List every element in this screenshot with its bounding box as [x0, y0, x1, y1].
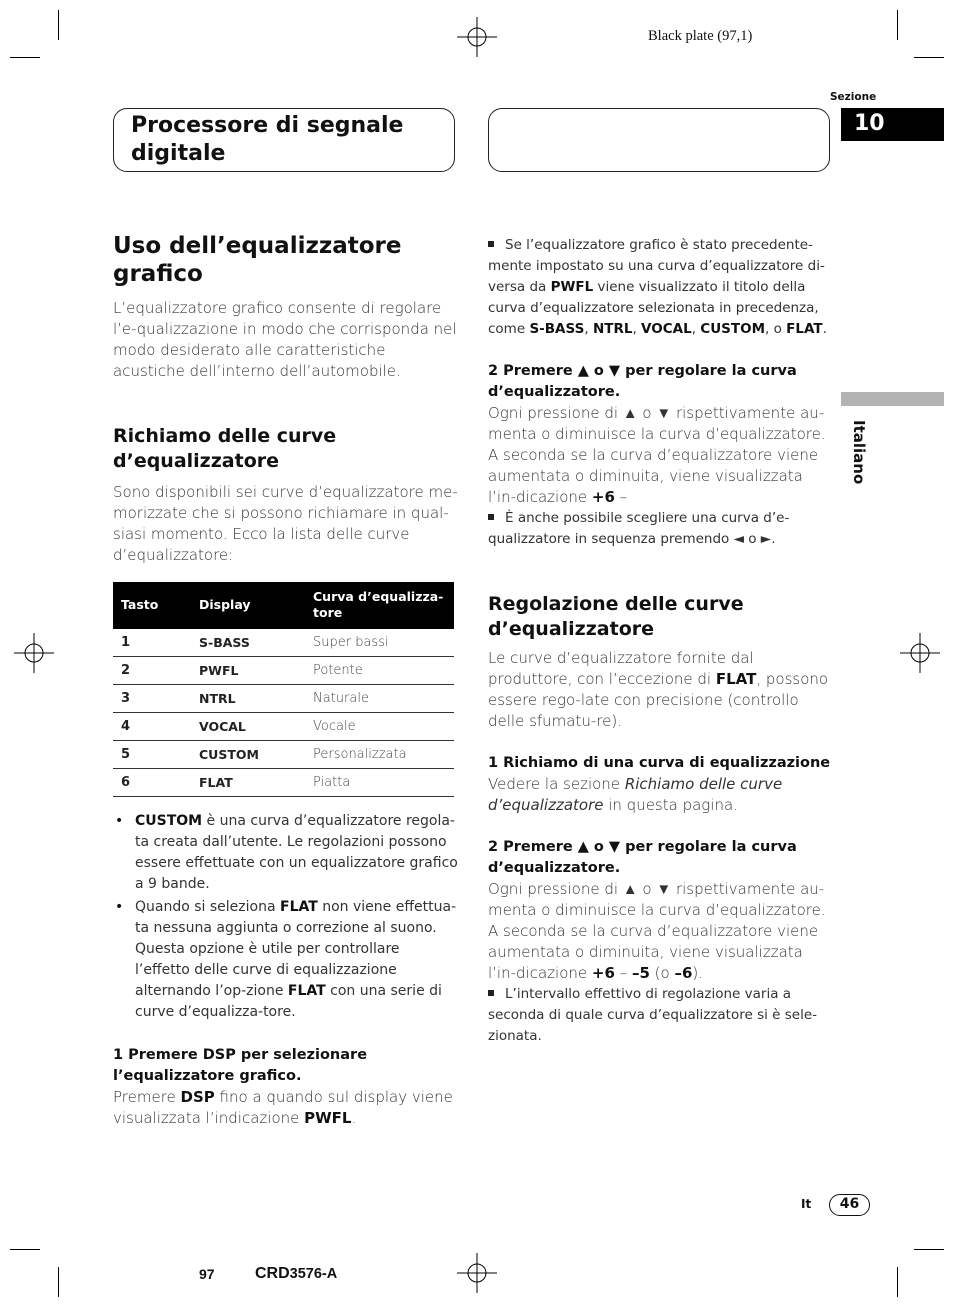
table-row	[113, 712, 454, 740]
square-bullet-icon	[488, 241, 494, 247]
crop-mark	[58, 10, 59, 40]
step1-title: 1 Premere DSP per selezionare l’equalizzatore grafico.	[113, 1046, 368, 1084]
adjust-step2-body: Ogni pressione di ▲ o ▼ rispettivamente au-menta o diminuisce la curva d’equalizzatore. A seconda se la curva d’equalizzatore viene aumentata o diminuita, viene visualizzata l’in-dicazione +6 – –5 (o –6).	[488, 880, 826, 982]
table-row	[113, 628, 454, 656]
table-cell: 5	[113, 740, 199, 768]
table-cell: PWFL	[199, 656, 313, 684]
step2-title: 2 Premere ▲ o ▼ per regolare la curva d’equalizzatore.	[488, 363, 797, 400]
section-number-box	[841, 108, 944, 141]
product-code: CRD3576-A	[255, 1265, 338, 1282]
crop-mark	[897, 1267, 898, 1297]
footer-lang: It	[801, 1197, 812, 1211]
table-row	[113, 740, 454, 768]
eq-curve-table	[113, 582, 454, 797]
crop-mark	[58, 1267, 59, 1297]
main-heading: Uso dell’equalizzatore grafico	[113, 233, 402, 287]
table-header-cell: Tasto	[113, 582, 199, 628]
crop-mark	[914, 1249, 944, 1250]
table-cell: Naturale	[313, 684, 454, 712]
registration-mark-icon	[457, 17, 497, 57]
table-cell: 6	[113, 768, 199, 796]
table-cell: Piatta	[313, 768, 454, 796]
table-cell: Super bassi	[313, 628, 454, 656]
subheading-adjust: Regolazione delle curve d’equalizzatore	[488, 593, 744, 640]
print-header: Black plate (97,1)	[648, 28, 753, 44]
table-cell: FLAT	[199, 768, 313, 796]
registration-mark-icon	[457, 1253, 497, 1293]
right-column	[488, 235, 833, 1047]
table-cell: 4	[113, 712, 199, 740]
step2-body: Ogni pressione di ▲ o ▼ rispettivamente au-menta o diminuisce la curva d’equalizzatore. A seconda se la curva d’equalizzatore viene aumentata o diminuita, viene visualizzata l’in-dicazione +6 –	[488, 404, 826, 506]
crop-mark	[914, 57, 944, 58]
table-cell: 3	[113, 684, 199, 712]
registration-mark-icon	[14, 633, 54, 673]
section-label: Sezione	[830, 91, 877, 103]
table-row	[113, 684, 454, 712]
registration-mark-icon	[900, 633, 940, 673]
adjust-paragraph: Le curve d’equalizzatore fornite dal produttore, con l’eccezione di FLAT, possono essere rego-late con precisione (controllo delle sfumatu-re).	[488, 649, 829, 730]
section-number: 10	[854, 111, 885, 136]
table-cell: Personalizzata	[313, 740, 454, 768]
step1-body: Premere DSP fino a quando sul display viene visualizzata l’indicazione PWFL.	[113, 1087, 453, 1127]
subheading-recall: Richiamo delle curve d’equalizzatore	[113, 425, 337, 472]
recall-paragraph: Sono disponibili sei curve d’equalizzatore me-morizzate che si possono richiamare in qual-siasi momento. Ecco la lista delle curve d’equalizzatore:	[113, 483, 458, 564]
crop-mark	[10, 57, 40, 58]
table-cell: 2	[113, 656, 199, 684]
table-cell: Potente	[313, 656, 454, 684]
chapter-title-box	[113, 108, 455, 172]
page-number: 46	[829, 1194, 870, 1216]
table-cell: 1	[113, 628, 199, 656]
plate-page: 97	[199, 1266, 215, 1282]
left-column	[113, 232, 458, 1129]
square-bullet-icon	[488, 514, 494, 520]
table-cell: CUSTOM	[199, 740, 313, 768]
bullet-flat: • Quando si seleziona FLAT non viene effettua-ta nessuna aggiunta o correzione al suono. Questa opzione è utile per controllare l’effetto delle curve di equalizzazione alternando l’op-zione FLAT con una serie di curve d’equalizza-tore.	[113, 897, 458, 1023]
intro-paragraph: L’equalizzatore grafico consente di regolare l’e-qualizzazione in modo che corrisponda nel modo desiderato alle caratteristiche acustiche dell’interno dell’automobile.	[113, 299, 457, 380]
note-range: L’intervallo effettivo di regolazione varia a seconda di quale curva d’equalizzatore si è sele-zionata.	[488, 986, 818, 1044]
table-header-cell: Curva d’equalizza-tore	[313, 582, 454, 628]
language-label: Italiano	[850, 420, 868, 485]
adjust-step1-body: Vedere la sezione Richiamo delle curve d’equalizzatore in questa pagina.	[488, 775, 783, 814]
table-row	[113, 656, 454, 684]
table-cell: S-BASS	[199, 628, 313, 656]
table-cell: VOCAL	[199, 712, 313, 740]
language-tab	[841, 392, 944, 406]
crop-mark	[897, 10, 898, 40]
table-row	[113, 768, 454, 796]
chapter-title-box-empty	[488, 108, 830, 172]
table-cell: NTRL	[199, 684, 313, 712]
adjust-step2-title: 2 Premere ▲ o ▼ per regolare la curva d’equalizzatore.	[488, 839, 797, 876]
table-cell: Vocale	[313, 712, 454, 740]
table-header-row	[113, 582, 454, 628]
crop-mark	[10, 1249, 40, 1250]
adjust-step1-title: 1 Richiamo di una curva di equalizzazione	[488, 755, 831, 771]
chapter-title: Processore di segnale digitale	[131, 113, 404, 166]
bullet-custom: • CUSTOM è una curva d’equalizzatore regola-ta creata dall’utente. Le regolazioni possono essere effettuate con un equalizzatore grafico a 9 bande.	[113, 811, 458, 895]
note-previous-curve: Se l’equalizzatore grafico è stato precedente-mente impostato su una curva d’equalizzatore di-versa da PWFL viene visualizzato il titolo della curva d’equalizzatore selezionata in precedenza, come S-BASS, NTRL, VOCAL, CUSTOM, o FLAT.	[488, 237, 827, 337]
note-sequence: È anche possibile scegliere una curva d’e-qualizzatore in sequenza premendo ◄ o ►.	[488, 510, 790, 547]
language-label-wrap	[850, 420, 872, 490]
table-header-cell: Display	[199, 582, 313, 628]
square-bullet-icon	[488, 990, 494, 996]
